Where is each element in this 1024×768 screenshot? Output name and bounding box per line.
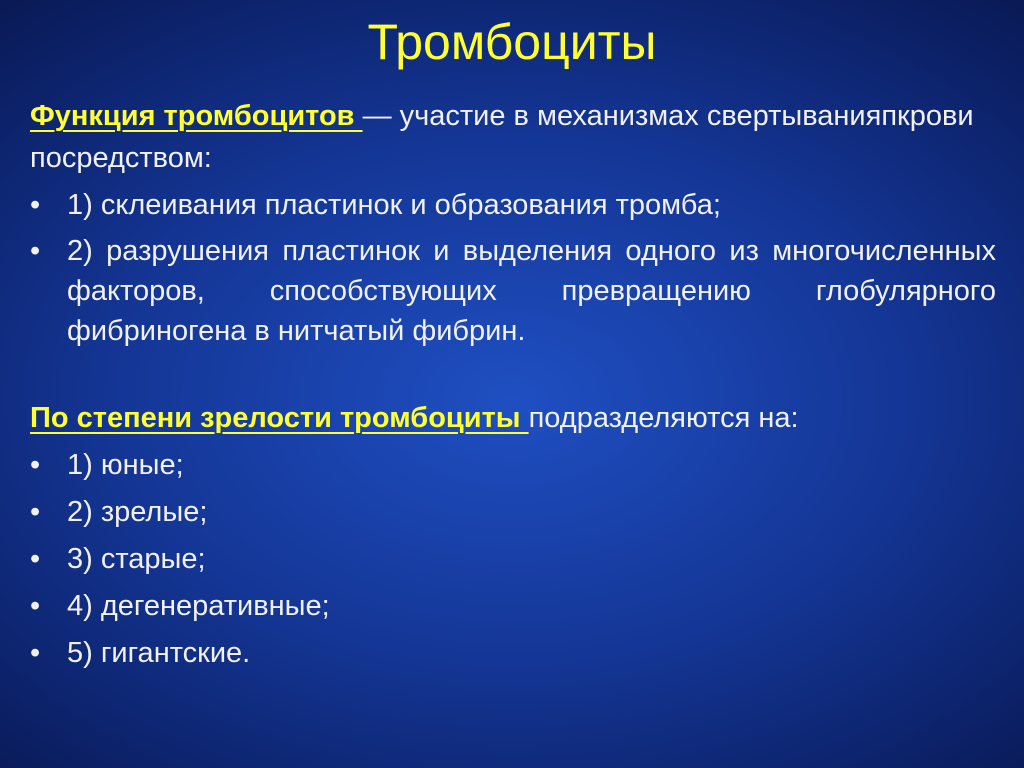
list-item-text: 4) дегенеративные;: [67, 590, 330, 622]
maturity-heading: По степени зрелости тромбоциты: [30, 402, 529, 434]
list-item: [30, 231, 996, 351]
function-heading: Функция тромбоцитов: [30, 100, 363, 132]
function-paragraph: [30, 95, 996, 179]
bullet-icon: •: [30, 637, 41, 669]
list-item: [30, 585, 996, 627]
maturity-intro: подразделяются на:: [528, 402, 799, 434]
list-item-text: 3) старые;: [67, 543, 206, 575]
list-item: [30, 632, 996, 674]
list-item: [30, 444, 996, 486]
bullet-icon: •: [30, 449, 41, 481]
bullet-icon: •: [30, 496, 41, 528]
maturity-paragraph: [30, 397, 996, 439]
list-item: [30, 184, 996, 226]
list-item: [30, 538, 996, 580]
list-item-text: 1) склеивания пластинок и образования тромба;: [67, 189, 721, 221]
bullet-icon: •: [30, 189, 41, 221]
bullet-icon: •: [30, 590, 41, 622]
list-item: [30, 491, 996, 533]
list-item-text: 5) гигантские.: [67, 637, 251, 669]
list-item-text: 2) зрелые;: [67, 496, 208, 528]
slide-content: [30, 95, 996, 674]
section-spacer: [30, 351, 996, 397]
bullet-icon: •: [30, 543, 41, 575]
slide-title: Тромбоциты: [367, 14, 657, 70]
list-item-text: 1) юные;: [67, 449, 184, 481]
function-intro: — участие в механизмах свертыванияпкрови посредством:: [30, 100, 974, 174]
bullet-icon: •: [30, 235, 41, 267]
list-item-text: 2) разрушения пластинок и выделения одного из многочисленных факторов, способствующих превращению глобулярного фибриногена в нитчатый фибрин.: [67, 235, 996, 347]
